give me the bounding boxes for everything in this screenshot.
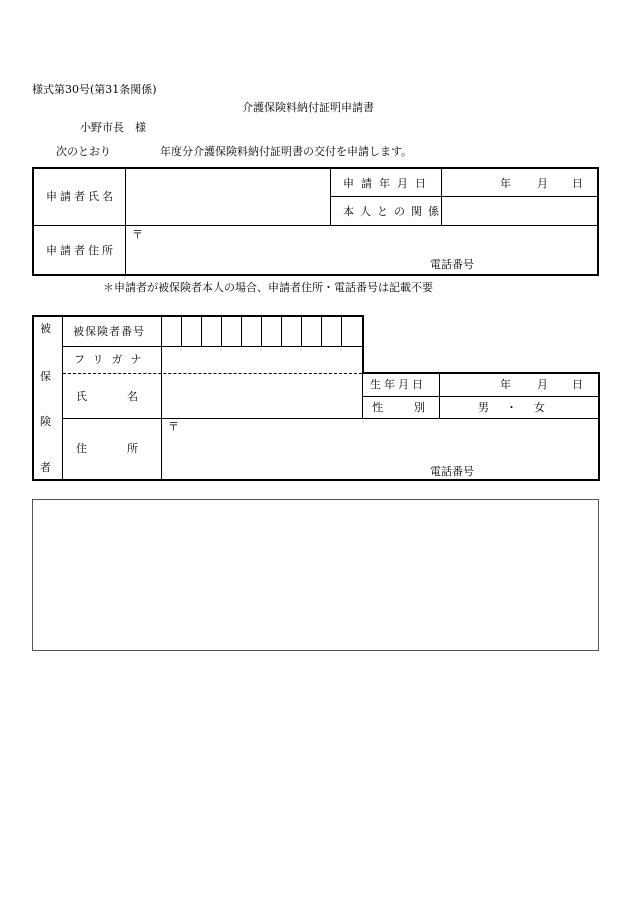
applicant-address-field[interactable] — [127, 227, 598, 275]
insured-address-label: 住 所 — [76, 442, 144, 455]
applicant-address-label: 申請者住所 — [46, 244, 116, 257]
form-number: 様式第30号(第31条関係) — [32, 83, 157, 96]
applicant-name-label: 申請者氏名 — [46, 190, 116, 203]
applicant-postal-mark: 〒 — [132, 228, 143, 241]
date-month-unit: 月 — [537, 177, 548, 190]
addressee: 小野市長 様 — [80, 121, 146, 134]
remarks-box[interactable] — [32, 499, 599, 651]
date-day-unit: 日 — [572, 177, 583, 190]
relation-label: 本人との関係 — [343, 205, 445, 218]
insured-phone-label: 電話番号 — [430, 465, 474, 478]
furigana-label: フリガナ — [74, 353, 150, 366]
applicant-phone-label: 電話番号 — [430, 258, 474, 271]
insured-side-label-3: 険 — [40, 415, 51, 428]
insured-side-label-1: 被 — [40, 322, 51, 335]
birth-year-unit: 年 — [500, 378, 511, 391]
insured-address-field[interactable] — [163, 420, 598, 478]
sex-options[interactable]: 男 ・ 女 — [478, 401, 548, 414]
date-year-unit: 年 — [500, 177, 511, 190]
insured-side-label-4: 者 — [40, 461, 51, 474]
relation-field[interactable] — [443, 198, 598, 224]
form-title: 介護保険料納付証明申請書 — [242, 101, 374, 114]
insured-name-label: 氏 名 — [76, 390, 144, 403]
application-date-label: 申請年月日 — [343, 177, 433, 190]
insured-number-label: 被保険者番号 — [73, 325, 145, 338]
sex-label: 性 別 — [372, 401, 428, 414]
insured-name-field[interactable] — [163, 375, 361, 417]
request-text: 年度分介護保険料納付証明書の交付を申請します。 — [160, 145, 413, 158]
furigana-field[interactable] — [163, 348, 361, 372]
insured-number-field[interactable] — [163, 317, 361, 345]
note-text: ＊申請者が被保険者本人の場合、申請者住所・電話番号は記載不要 — [103, 281, 433, 294]
birth-date-label: 生年月日 — [370, 378, 426, 391]
insured-postal-mark: 〒 — [168, 420, 179, 433]
birth-day-unit: 日 — [572, 378, 583, 391]
birth-month-unit: 月 — [537, 378, 548, 391]
request-prefix: 次のとおり — [56, 145, 111, 158]
applicant-name-field[interactable] — [127, 169, 329, 224]
insured-side-label-2: 保 — [40, 370, 51, 383]
